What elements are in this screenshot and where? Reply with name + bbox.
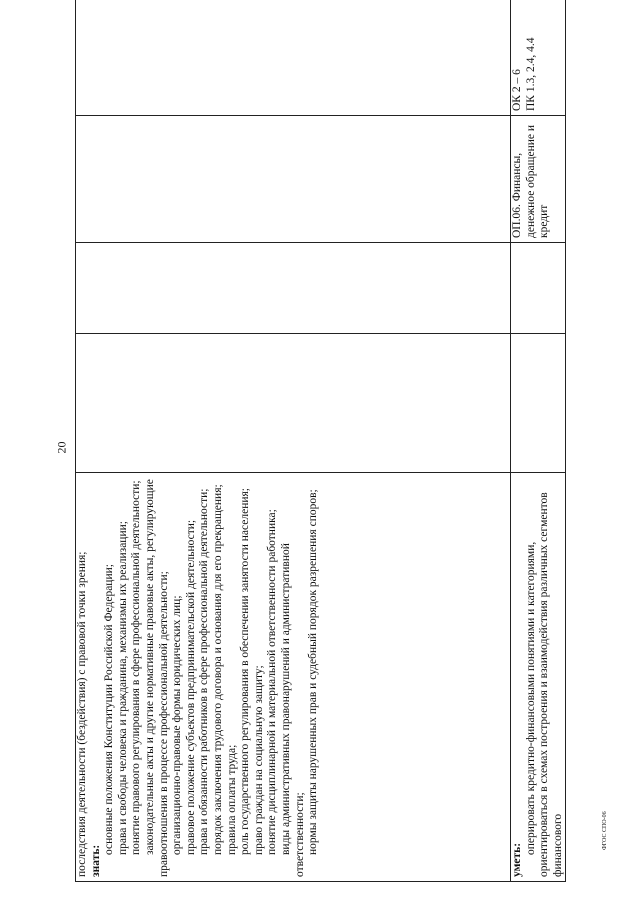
content-line: законодательные акты и другие нормативные правовые акты, регулирующие правоотношения в процессе профессиональной деятельности; <box>143 479 170 877</box>
competencies-pk: ПК 1.3, 2.4, 4.4 <box>524 37 537 111</box>
content-line: понятие дисциплинарной и материальной ответственности работника; <box>266 509 279 855</box>
content-line: правовое положение субъектов предпринимательской деятельности; <box>184 519 197 855</box>
competencies-cell <box>511 0 566 116</box>
content-line: право граждан на социальную защиту; <box>252 665 265 855</box>
content-line: права и обязанности работников в сфере профессиональной деятельности; <box>198 488 211 855</box>
hours-cell <box>511 243 566 334</box>
competencies-cell <box>76 0 511 116</box>
table-row <box>76 0 511 882</box>
content-line: правила оплаты труда; <box>225 744 238 855</box>
content-line: основные положения Конституции Российской Федерации; <box>103 564 116 855</box>
hours-cell <box>76 334 511 473</box>
discipline-cell <box>511 116 566 243</box>
content-line: порядок заключения трудового договора и основания для его прекращения; <box>211 484 224 855</box>
discipline-name: ОП.06. Финансы, денежное обращение и кредит <box>511 124 551 238</box>
hours-cell <box>76 243 511 334</box>
content-line: нормы защиты нарушенных прав и судебный порядок разрешения споров; <box>307 489 320 855</box>
competencies-ok: ОК 2 – 6 <box>511 69 523 111</box>
hours-cell <box>511 334 566 473</box>
content-line: понятие правового регулирования в сфере профессиональной деятельности; <box>130 480 143 855</box>
content-line: виды административных правонарушений и административной ответственности; <box>279 543 306 877</box>
skills-cell <box>511 473 566 882</box>
curriculum-table <box>75 0 566 882</box>
content-line: права и свободы человека и гражданина, механизмы их реализации; <box>116 521 129 855</box>
content-line: последствия деятельности (бездействия) с правовой точки зрения; <box>76 551 88 877</box>
footer-label: ФГОС СПО-06 <box>602 811 608 850</box>
skills-text: оперировать кредитно-финансовыми понятиями и категориями, ориентироваться в схемах построения и взаимодействия различных сегментов финансового <box>524 492 564 877</box>
know-label: знать: <box>89 844 102 877</box>
rotated-table-container <box>75 37 565 882</box>
table-row <box>511 0 566 882</box>
content-line: организационно-правовые формы юридических лиц; <box>171 595 184 855</box>
page-number: 20 <box>54 441 69 454</box>
skills-label: уметь: <box>511 842 523 877</box>
content-line: роль государственного регулирования в обеспечении занятости населения; <box>239 488 252 855</box>
discipline-cell <box>76 116 511 243</box>
content-cell <box>76 473 511 882</box>
